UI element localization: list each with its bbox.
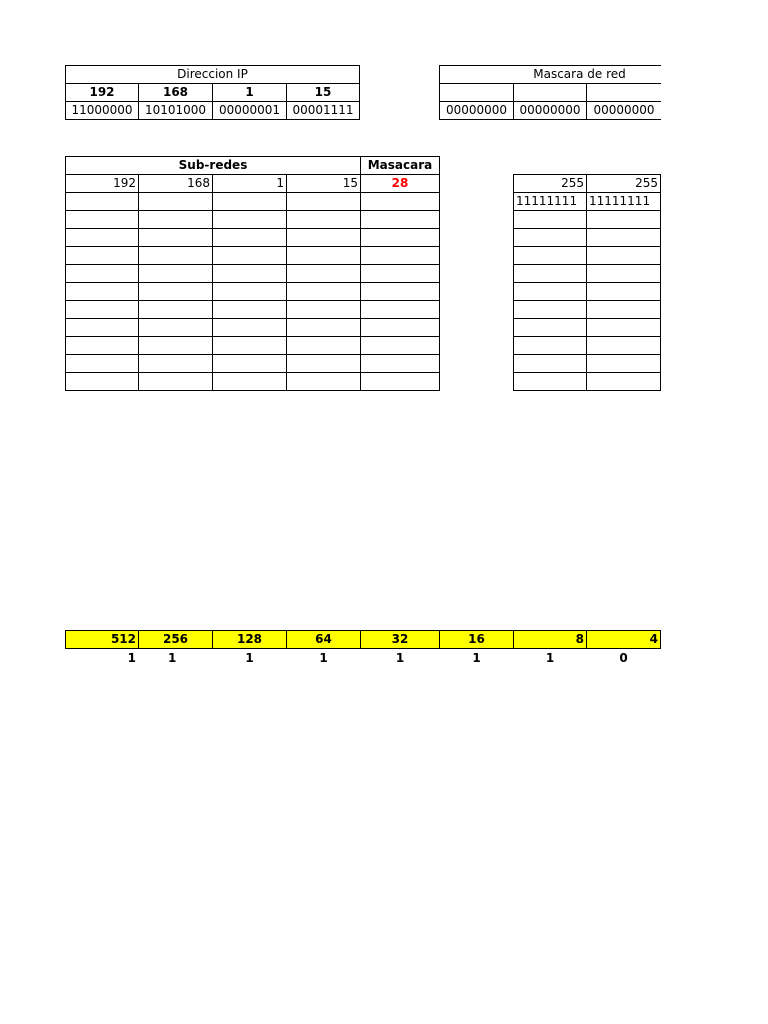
mask-side-binary-cell[interactable]: 11111111 — [513, 192, 587, 211]
bit-value-cell: 1 — [245, 651, 254, 665]
mask-decimal-cell[interactable] — [586, 83, 661, 102]
mask-binary-cell[interactable]: 00000000 — [513, 101, 587, 120]
mask-side-empty-cell[interactable] — [586, 318, 661, 337]
mask-side-empty-cell[interactable] — [513, 354, 587, 373]
subnet-empty-cell[interactable] — [65, 300, 139, 319]
mask-side-empty-cell[interactable] — [586, 336, 661, 355]
ip-binary-cell[interactable]: 10101000 — [138, 101, 213, 120]
subnet-empty-cell[interactable] — [360, 282, 440, 301]
subnet-empty-cell[interactable] — [360, 210, 440, 229]
mask-side-empty-cell[interactable] — [513, 282, 587, 301]
subnet-empty-cell[interactable] — [360, 246, 440, 265]
subnet-empty-cell[interactable] — [65, 336, 139, 355]
mask-side-empty-cell[interactable] — [513, 300, 587, 319]
subnet-empty-cell[interactable] — [286, 336, 361, 355]
subnet-octet-cell[interactable]: 1 — [212, 174, 287, 193]
subnet-empty-cell[interactable] — [138, 282, 213, 301]
ip-binary-cell[interactable]: 11000000 — [65, 101, 139, 120]
mask-side-decimal-cell[interactable]: 255 — [586, 174, 661, 193]
mask-decimal-cell[interactable] — [513, 83, 587, 102]
subnet-empty-cell[interactable] — [286, 318, 361, 337]
subnet-mask-header[interactable]: Masacara — [360, 156, 440, 175]
bit-weight-cell[interactable]: 128 — [212, 630, 287, 649]
subnet-octet-cell[interactable]: 15 — [286, 174, 361, 193]
mask-table-title[interactable]: Mascara de red — [439, 65, 661, 84]
subnet-table-title[interactable]: Sub-redes — [65, 156, 361, 175]
bit-value-cell: 1 — [472, 651, 481, 665]
bit-weight-cell[interactable]: 16 — [439, 630, 514, 649]
subnet-empty-cell[interactable] — [65, 246, 139, 265]
bit-weight-cell[interactable]: 512 — [65, 630, 139, 649]
subnet-empty-cell[interactable] — [360, 372, 440, 391]
subnet-empty-cell[interactable] — [138, 300, 213, 319]
ip-octet-cell[interactable]: 168 — [138, 83, 213, 102]
subnet-empty-cell[interactable] — [286, 228, 361, 247]
mask-side-empty-cell[interactable] — [513, 264, 587, 283]
mask-side-empty-cell[interactable] — [513, 318, 587, 337]
mask-side-empty-cell[interactable] — [586, 246, 661, 265]
subnet-empty-cell[interactable] — [138, 336, 213, 355]
subnet-empty-cell[interactable] — [212, 192, 287, 211]
subnet-empty-cell[interactable] — [286, 264, 361, 283]
subnet-empty-cell[interactable] — [138, 372, 213, 391]
subnet-empty-cell[interactable] — [360, 354, 440, 373]
bit-weight-cell[interactable]: 32 — [360, 630, 440, 649]
subnet-empty-cell[interactable] — [360, 192, 440, 211]
subnet-empty-cell[interactable] — [212, 228, 287, 247]
subnet-empty-cell[interactable] — [65, 192, 139, 211]
subnet-empty-cell[interactable] — [360, 300, 440, 319]
ip-table-title[interactable]: Direccion IP — [65, 65, 360, 84]
subnet-empty-cell[interactable] — [212, 264, 287, 283]
mask-side-empty-cell[interactable] — [586, 210, 661, 229]
bit-weight-cell[interactable]: 4 — [586, 630, 661, 649]
subnet-empty-cell[interactable] — [286, 372, 361, 391]
subnet-empty-cell[interactable] — [212, 210, 287, 229]
subnet-octet-cell[interactable]: 192 — [65, 174, 139, 193]
mask-side-empty-cell[interactable] — [513, 210, 587, 229]
mask-side-decimal-cell[interactable]: 255 — [513, 174, 587, 193]
bit-value-cell: 1 — [545, 651, 555, 665]
subnet-empty-cell[interactable] — [65, 318, 139, 337]
subnet-empty-cell[interactable] — [138, 318, 213, 337]
mask-side-empty-cell[interactable] — [586, 300, 661, 319]
subnet-empty-cell[interactable] — [138, 354, 213, 373]
subnet-empty-cell[interactable] — [212, 318, 287, 337]
subnet-empty-cell[interactable] — [212, 372, 287, 391]
subnet-empty-cell[interactable] — [286, 282, 361, 301]
subnet-empty-cell[interactable] — [65, 228, 139, 247]
subnet-empty-cell[interactable] — [212, 300, 287, 319]
subnet-empty-cell[interactable] — [286, 300, 361, 319]
subnet-empty-cell[interactable] — [138, 228, 213, 247]
subnet-octet-cell[interactable]: 168 — [138, 174, 213, 193]
subnet-empty-cell[interactable] — [212, 282, 287, 301]
subnet-empty-cell[interactable] — [138, 264, 213, 283]
subnet-empty-cell[interactable] — [65, 354, 139, 373]
ip-octet-cell[interactable]: 1 — [212, 83, 287, 102]
ip-octet-cell[interactable]: 192 — [65, 83, 139, 102]
subnet-empty-cell[interactable] — [286, 246, 361, 265]
subnet-empty-cell[interactable] — [286, 354, 361, 373]
subnet-empty-cell[interactable] — [212, 336, 287, 355]
bit-value-cell: 1 — [127, 651, 136, 665]
mask-side-empty-cell[interactable] — [586, 372, 661, 391]
subnet-empty-cell[interactable] — [65, 282, 139, 301]
subnet-empty-cell[interactable] — [286, 192, 361, 211]
mask-decimal-cell[interactable] — [439, 83, 514, 102]
ip-binary-cell[interactable]: 00000001 — [212, 101, 287, 120]
subnet-empty-cell[interactable] — [360, 318, 440, 337]
ip-binary-cell[interactable]: 00001111 — [286, 101, 360, 120]
bit-value-cell: 1 — [395, 651, 405, 665]
mask-side-binary-cell[interactable]: 11111111 — [586, 192, 661, 211]
mask-side-empty-cell[interactable] — [513, 336, 587, 355]
subnet-empty-cell[interactable] — [360, 264, 440, 283]
subnet-mask-value[interactable]: 28 — [360, 174, 440, 193]
subnet-empty-cell[interactable] — [138, 192, 213, 211]
bit-value-cell: 1 — [319, 651, 328, 665]
subnet-empty-cell[interactable] — [138, 246, 213, 265]
ip-octet-cell[interactable]: 15 — [286, 83, 360, 102]
mask-side-empty-cell[interactable] — [586, 228, 661, 247]
mask-side-empty-cell[interactable] — [513, 228, 587, 247]
mask-side-empty-cell[interactable] — [586, 282, 661, 301]
subnet-empty-cell[interactable] — [360, 228, 440, 247]
subnet-empty-cell[interactable] — [286, 210, 361, 229]
mask-side-empty-cell[interactable] — [513, 372, 587, 391]
bit-weight-cell[interactable]: 8 — [513, 630, 587, 649]
bit-value-cell: 1 — [168, 651, 177, 665]
subnet-empty-cell[interactable] — [360, 336, 440, 355]
subnet-empty-cell[interactable] — [65, 210, 139, 229]
bit-weight-cell[interactable]: 256 — [138, 630, 213, 649]
subnet-empty-cell[interactable] — [138, 210, 213, 229]
mask-side-empty-cell[interactable] — [586, 264, 661, 283]
bit-weight-cell[interactable]: 64 — [286, 630, 361, 649]
mask-binary-cell[interactable]: 00000000 — [586, 101, 661, 120]
subnet-empty-cell[interactable] — [212, 246, 287, 265]
subnet-empty-cell[interactable] — [65, 264, 139, 283]
subnet-empty-cell[interactable] — [212, 354, 287, 373]
subnet-empty-cell[interactable] — [65, 372, 139, 391]
mask-binary-cell[interactable]: 00000000 — [439, 101, 514, 120]
mask-side-empty-cell[interactable] — [513, 246, 587, 265]
bit-value-cell: 0 — [619, 651, 628, 665]
mask-side-empty-cell[interactable] — [586, 354, 661, 373]
